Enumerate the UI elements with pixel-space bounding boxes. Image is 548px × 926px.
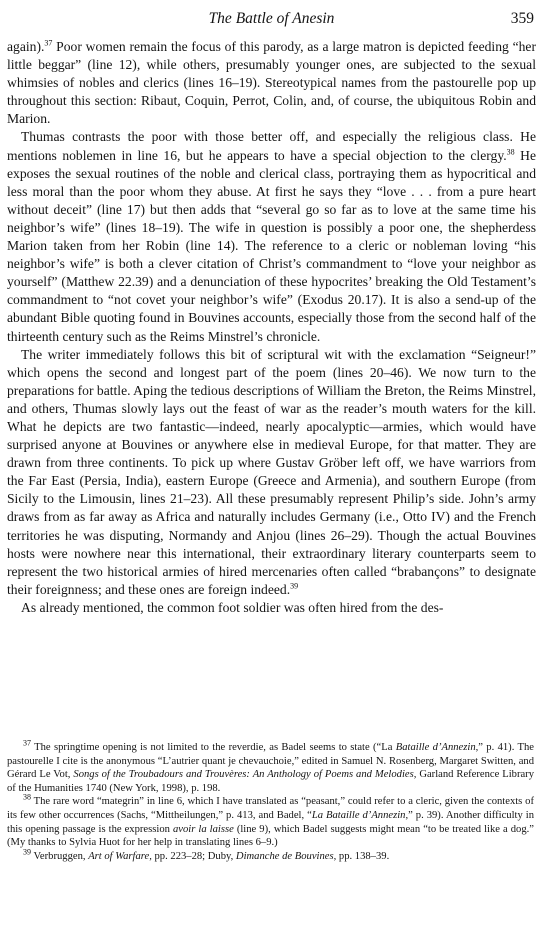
text-run: pp. 138–39.	[336, 850, 390, 862]
text-run: Verbruggen,	[31, 850, 89, 862]
running-title: The Battle of Anesin	[208, 10, 335, 27]
italic-title: Dimanche de Bouvines,	[235, 850, 337, 862]
italic-title: Songs of the Troubadours and Trouvères: An Anthology of Poems and Melodies,	[73, 769, 417, 781]
italic-title: avoir la laisse	[172, 823, 234, 835]
body-text	[7, 38, 536, 617]
footnote-reference: 39	[23, 847, 31, 857]
text-run: Thumas contrasts the poor with those better off, and especially the religious class. He mentions noblemen in line 16, but he appears to have a special objection to the clergy.	[7, 129, 536, 163]
footnotes	[7, 738, 535, 863]
footnote-reference: 38	[23, 792, 31, 802]
footnote-reference: 38	[506, 147, 515, 157]
footnote	[7, 847, 534, 864]
italic-title: La Bataille d’Annezin,	[311, 809, 409, 821]
text-run: ” p. 41). The pastourelle I cite is the anonymous “L’autrier quant je chevauchoie,” edited in Samuel N. Rosenberg, Margaret Switten, and Gérard Le Vot,	[7, 742, 534, 781]
text-run: ” p. 39). Another difficulty in this opening passage is the expression	[7, 809, 535, 835]
text-run: The writer immediately follows this bit of scriptural wit with the exclamation “Seigneur!” which opens the second and longest part of the poem (lines 20–46). We now turn to the preparations for battle. Aping the tedious descriptions of William the Breton, the Reims Minstrel, and others, Thumas slowly lays out the feast of war as the reader’s mouth waters for the kill. What he depicts are two fantastic—indeed, nearly apocalyptic—armies, which would have surprised anyone at Bouvines or anywhere else in medieval Europe, for that matter. They are drawn from three continents. To pick up where Gustav Gröber left off, we have warriors from the Far East (Persia, India), eastern Europe (Greece and Armenia), and southern Europe (from Sicily to the Limousin, lines 21–23). All these presumably represent Philip’s side. John’s army draws from as far away as Africa and naturally includes Germany (i.e., Otto IV) and the French territories he was disputing, Normandy and Anjou (lines 26–29). Though the actual Bouvines hosts were nowhere near this international, their extraordinary literary counterparts seem to represent the two historical armies of hired mercenaries often called “brabançons” to designate their foreignness; and these ones are foreign indeed.	[7, 346, 536, 597]
text-run: Garland Reference Library of the Humanities 1740 (New York, 1998), p. 198.	[7, 769, 535, 794]
text-run: Poor women remain the focus of this parody, as a large matron is depicted feeding “her little beggar” (line 12), while others, presumably younger ones, are subjected to the sexual whimsies of nobles and clerics (lines 16–19). Stereotypical names from the pastourelle pop up throughout this section: Ribaut, Coquin, Perrot, Colin, and, of course, the ubiquitous Robin and Marion.	[7, 39, 536, 127]
footnote-reference: 39	[290, 581, 299, 591]
paragraph	[7, 128, 536, 345]
footnote-reference: 37	[44, 38, 53, 48]
italic-title: Bataille d’Annezin,	[395, 742, 479, 753]
running-header	[7, 6, 536, 30]
italic-title: Art of Warfare,	[88, 850, 152, 862]
text-run: pp. 223–28; Duby,	[151, 850, 236, 862]
text-run: The springtime opening is not limited to the reverdie, as Badel seems to state (“La	[31, 742, 396, 753]
footnote	[7, 738, 535, 795]
footnote-reference: 37	[23, 738, 31, 748]
paragraph	[7, 599, 536, 617]
footnote	[7, 792, 535, 849]
text-run: As already mentioned, the common foot soldier was often hired from the des-	[21, 599, 444, 615]
text-run: The rare word “mategrin” in line 6, which I have translated as “peasant,” could refer to a cleric, given the contexts of its few other occurrences (Sachs, “Mittheilungen,” p. 413, and Badel, “	[7, 796, 534, 821]
text-run: again).	[7, 39, 45, 54]
paragraph	[7, 346, 536, 599]
text-run: (line 9), which Badel suggests might mean “to be treated like a dog.” (My thanks to Sylvia Huot for her help in translating lines 6–9.)	[7, 823, 535, 849]
page-number: 359	[510, 10, 534, 27]
text-run: He exposes the sexual routines of the noble and clerical class, portraying them as hypocritical and less moral than the poor whom they abuse. At first he says they “love . . . from a pure heart without deceit” (line 17) but then adds that “several go so far as to love at the same time his neighbor’s wife” (lines 18–19). The wife in question is possibly a poor one, the shepherdess Marion taken from her Robin (line 14). The reference to a cleric or nobleman loving “his neighbor’s wife” is both a clever citation of Christ’s commandment to “love your neighbor as yourself” (Matthew 22.39) and a denunciation of these hypocrites’ breaking the Old Testament’s commandment to “not covet your neighbor’s wife” (Exodus 20.17). It is also a send-up of the abundant Bible quoting found in Bouvines accounts, especially those from the second half of the thirteenth century such as the Reims Minstrel’s chronicle.	[7, 147, 536, 344]
paragraph	[7, 38, 536, 128]
